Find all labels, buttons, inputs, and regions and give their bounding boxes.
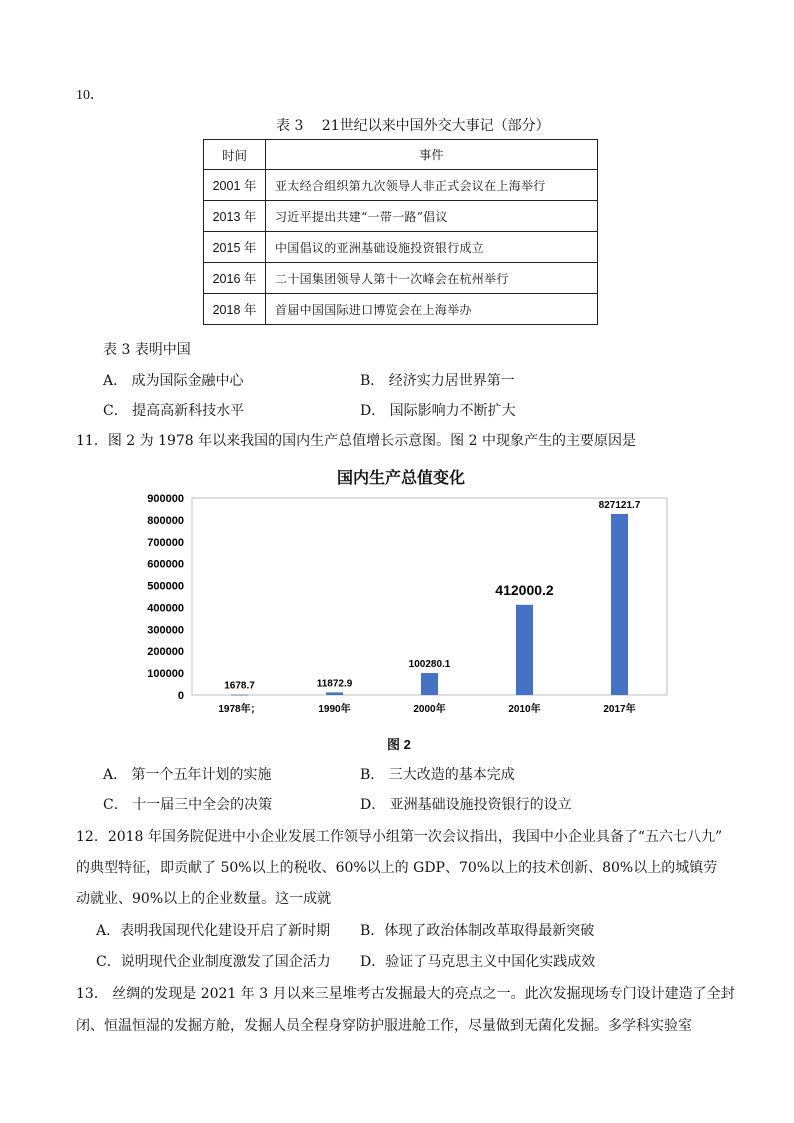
question-10-option-c: C． 提高高新科技水平: [103, 403, 245, 419]
table-cell-time: 2015 年: [204, 232, 266, 263]
question-11-option-c: C． 十一届三中全会的决策: [103, 797, 273, 813]
table-cell-time: 2016 年: [204, 263, 266, 294]
question-11-option-a: A． 第一个五年计划的实施: [103, 767, 272, 783]
figure-label: 图 2: [387, 737, 411, 752]
table-header-row: [204, 140, 598, 170]
y-axis-ticks: [147, 493, 184, 702]
question-10-option-a: A． 成为国际金融中心: [103, 373, 244, 389]
data-label: 1678.7: [224, 680, 255, 692]
question-12-line-3: 动就业、90%以上的企业数量。这一成就: [76, 891, 332, 907]
y-tick-label: 300000: [147, 624, 184, 637]
table-cell-event: 习近平提出共建“一带一路”倡议: [266, 201, 598, 232]
question-12-line-2: 的典型特征，即贡献了 50%以上的税收、60%以上的 GDP、70%以上的技术创新、80%以上的城镇劳: [76, 860, 718, 876]
table-cell-event: 首届中国国际进口博览会在上海举办: [266, 294, 598, 325]
table-caption: 表 3 21世纪以来中国外交大事记（部分）: [276, 118, 550, 134]
bar: [611, 514, 628, 695]
data-label: 100280.1: [408, 659, 451, 671]
table-row: [204, 201, 598, 232]
question-12-option-d: D．验证了马克思主义中国化实践成效: [360, 954, 596, 970]
question-10-option-d: D． 国际影响力不断扩大: [360, 403, 516, 419]
diplomacy-events-table: [203, 139, 598, 325]
x-tick-label: 2010年: [508, 704, 541, 715]
table-cell-time: 2018 年: [204, 294, 266, 325]
chart-title: 国内生产总值变化: [337, 470, 466, 487]
data-label: 412000.2: [495, 581, 554, 598]
question-12-line-1: 12．2018 年国务院促进中小企业发展工作领导小组第一次会议指出，我国中小企业具备了“五六七八九”: [76, 829, 723, 845]
y-tick-label: 600000: [147, 558, 184, 571]
table-header-event: 事件: [266, 140, 598, 170]
x-tick-label: 1990年: [318, 704, 351, 715]
table-row: [204, 294, 598, 325]
x-tick-label: 2017年: [603, 704, 636, 715]
table-header-time: 时间: [204, 140, 266, 170]
gdp-bar-chart: [140, 488, 680, 718]
table-row: [204, 263, 598, 294]
table-cell-event: 亚太经合组织第九次领导人非正式会议在上海举行: [266, 170, 598, 201]
question-13-line-2: 闭、恒温恒湿的发掘方舱，发掘人员全程身穿防护服进舱工作，尽量做到无菌化发掘。多学科实验室: [76, 1018, 692, 1034]
question-10-number: 10．: [76, 88, 104, 103]
x-axis-ticks: [218, 702, 635, 715]
bar: [421, 673, 438, 695]
table-cell-event: 二十国集团领导人第十一次峰会在杭州举行: [266, 263, 598, 294]
data-labels: [224, 500, 641, 692]
question-10-stem: 表 3 表明中国: [103, 342, 191, 358]
question-11-option-d: D． 亚洲基础设施投资银行的设立: [360, 797, 572, 813]
y-tick-label: 500000: [147, 580, 184, 593]
table-cell-event: 中国倡议的亚洲基础设施投资银行成立: [266, 232, 598, 263]
y-tick-label: 200000: [147, 646, 184, 659]
table-cell-time: 2001 年: [204, 170, 266, 201]
y-tick-label: 700000: [147, 536, 184, 549]
question-12-option-a: A．表明我国现代化建设开启了新时期: [96, 923, 331, 939]
data-label: 827121.7: [598, 499, 641, 511]
bar: [326, 692, 343, 695]
question-11-option-b: B． 三大改造的基本完成: [360, 767, 515, 783]
y-tick-label: 800000: [147, 514, 184, 527]
y-tick-label: 0: [177, 690, 184, 702]
y-tick-label: 900000: [147, 493, 184, 505]
table-cell-time: 2013 年: [204, 201, 266, 232]
y-tick-label: 100000: [147, 668, 184, 681]
x-tick-label: 1978年；: [218, 704, 261, 715]
y-tick-label: 400000: [147, 602, 184, 615]
question-12-option-c: C．说明现代企业制度激发了国企活力: [96, 954, 331, 970]
question-12-option-b: B．体现了政治体制改革取得最新突破: [360, 923, 595, 939]
question-13-line-1: 13． 丝绸的发现是 2021 年 3 月以来三星堆考古发掘最大的亮点之一。此次发掘现场专门设计建造了全封: [76, 986, 735, 1002]
x-tick-label: 2000年: [413, 704, 446, 715]
bar: [231, 695, 248, 696]
question-10-option-b: B． 经济实力居世界第一: [360, 373, 515, 389]
table-row: [204, 170, 598, 201]
question-11-stem: 11．图 2 为 1978 年以来我国的国内生产总值增长示意图。图 2 中现象产生的主要原因是: [76, 433, 636, 449]
data-label: 11872.9: [316, 678, 353, 690]
bar: [516, 605, 533, 695]
table-row: [204, 232, 598, 263]
